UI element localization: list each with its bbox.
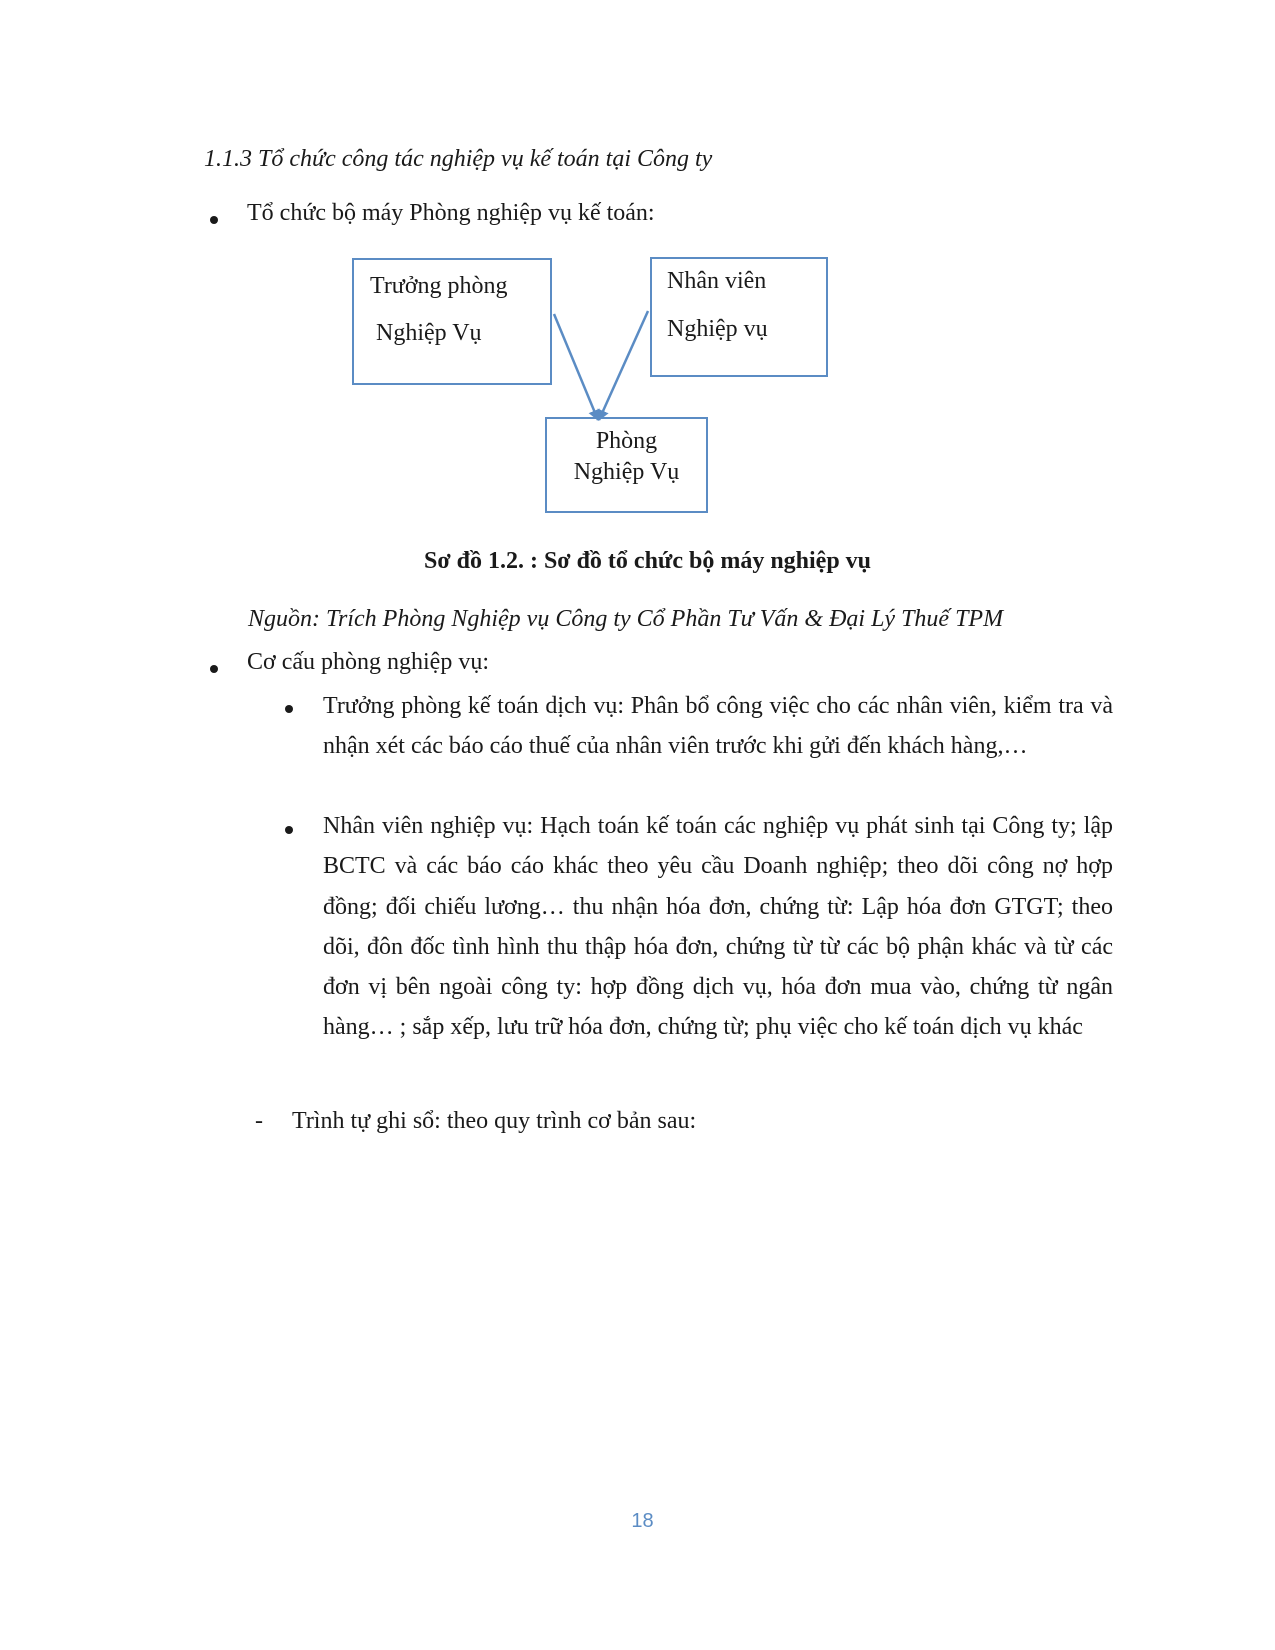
bullet-dot: [210, 665, 218, 673]
bullet-structure-text: Cơ cấu phòng nghiệp vụ:: [247, 649, 489, 675]
diagram-caption: Sơ đồ 1.2. : Sơ đồ tổ chức bộ máy nghiệp vụ: [423, 548, 872, 574]
box-dept-line2: Nghiệp Vụ: [573, 459, 680, 485]
dash-marker: -: [255, 1108, 263, 1134]
arrow-head-to-department: [554, 314, 598, 420]
sub-bullet-dot: [285, 826, 293, 834]
box-staff-line1: Nhân viên: [667, 268, 767, 294]
sub-item-head-of-department: Trưởng phòng kế toán dịch vụ: Phân bổ công việc cho các nhân viên, kiểm tra và nhận xét các báo cáo thuế của nhân viên trước khi gửi đến khách hàng,…: [323, 693, 1113, 760]
sub-item-staff: Nhân viên nghiệp vụ: Hạch toán kế toán các nghiệp vụ phát sinh tại Công ty; lập BCTC và các báo cáo khác theo yêu cầu Doanh nghiệp; theo dõi công nợ hợp đồng; đối chiếu lương… thu nhận hóa đơn, chứng từ: Lập hóa đơn GTGT; theo dõi, đôn đốc tình hình thu thập hóa đơn, chứng từ từ các bộ phận khác và từ các đơn vị bên ngoài công ty: hợp đồng dịch vụ, hóa đơn mua vào, chứng từ ngân hàng… ; sắp xếp, lưu trữ hóa đơn, chứng từ; phụ việc cho kế toán dịch vụ khác: [323, 813, 1113, 1041]
arrow-staff-to-department: [599, 311, 648, 420]
diagram-source: Nguồn: Trích Phòng Nghiệp vụ Công ty Cổ Phần Tư Vấn & Đại Lý Thuế TPM: [248, 606, 1004, 632]
box-staff-line2: Nghiệp vụ: [667, 316, 768, 342]
box-dept-line1: Phòng: [595, 428, 658, 454]
section-heading: 1.1.3 Tổ chức công tác nghiệp vụ kế toán tại Công ty: [204, 146, 713, 172]
dash-item-text: Trình tự ghi sổ: theo quy trình cơ bản sau:: [292, 1108, 697, 1134]
box-head-line1: Trưởng phòng: [370, 273, 508, 299]
page-number: 18: [631, 1510, 654, 1532]
bullet-org-text: Tổ chức bộ máy Phòng nghiệp vụ kế toán:: [247, 200, 655, 226]
sub-bullet-dot: [285, 705, 293, 713]
box-head-line2: Nghiệp Vụ: [376, 320, 482, 346]
